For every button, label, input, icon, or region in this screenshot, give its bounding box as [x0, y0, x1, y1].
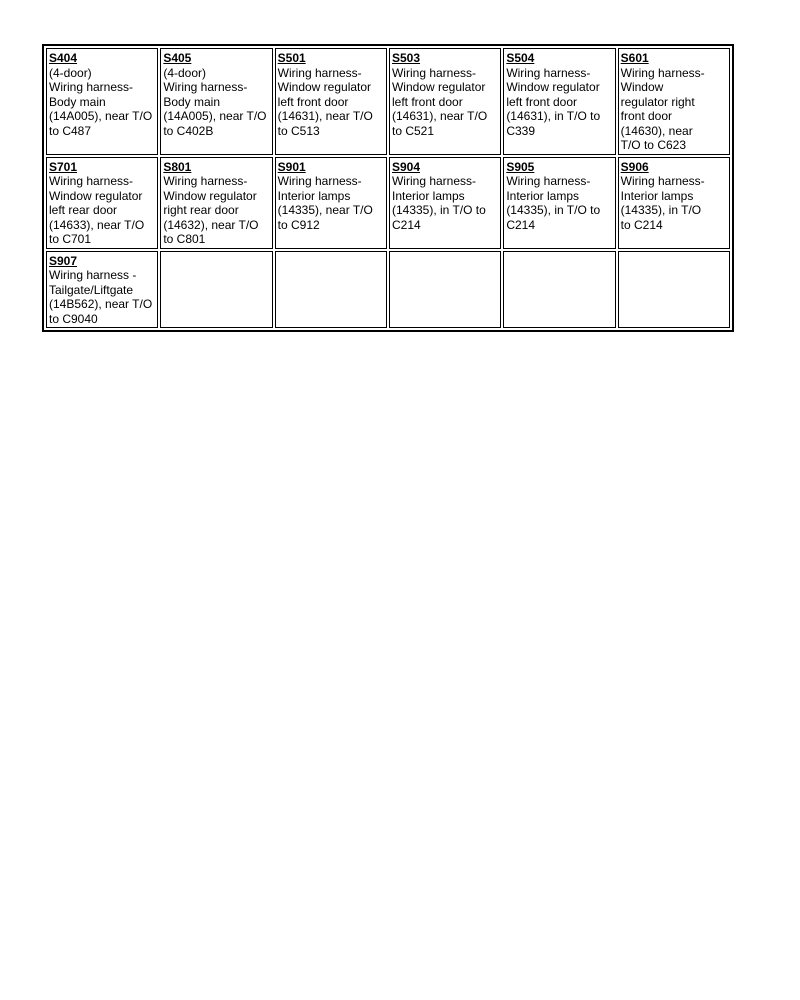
table-cell	[46, 251, 158, 329]
splice-id-link[interactable]: S904	[391, 159, 421, 174]
splice-description: Wiring harness- Window regulator left front door (14631), near T/O to C521	[391, 65, 488, 138]
table-cell	[389, 157, 501, 249]
table-cell	[160, 157, 272, 249]
splice-id-link[interactable]: S503	[391, 51, 421, 65]
splice-id-link[interactable]: S801	[163, 159, 192, 174]
empty-table-cell	[618, 251, 730, 329]
splice-description: Wiring harness- Interior lamps (14335), in T/O to C214	[620, 174, 705, 232]
table-cell	[46, 157, 158, 249]
table-row	[46, 251, 730, 329]
empty-table-cell	[389, 251, 501, 329]
splice-description: Wiring harness- Interior lamps (14335), in T/O to C214	[391, 174, 486, 232]
table-cell	[503, 48, 615, 155]
splice-description: Wiring harness- Window regulator right rear door (14632), near T/O to C801	[163, 174, 259, 246]
table-cell	[503, 157, 615, 249]
table-cell	[618, 48, 730, 155]
table-cell	[618, 157, 730, 249]
splice-id-link[interactable]: S504	[506, 51, 535, 65]
splice-description: (4-door) Wiring harness- Body main (14A005), near T/O to C487	[49, 65, 153, 138]
splice-id-link[interactable]: S601	[620, 51, 649, 65]
splice-description: Wiring harness - Tailgate/Liftgate (14B562), near T/O to C9040	[49, 268, 153, 326]
splice-id-link[interactable]: S907	[49, 253, 78, 268]
splice-id-link[interactable]: S905	[506, 159, 535, 174]
splice-id-link[interactable]: S906	[620, 159, 649, 174]
empty-table-cell	[275, 251, 387, 329]
table-cell	[275, 48, 387, 155]
table-cell	[275, 157, 387, 249]
splice-id-link[interactable]: S405	[163, 51, 192, 65]
empty-table-cell	[160, 251, 272, 329]
splice-description: Wiring harness- Window regulator left front door (14631), near T/O to C513	[277, 65, 373, 138]
splice-description: Wiring harness- Window regulator right front door (14630), near T/O to C623	[620, 65, 705, 152]
splice-id-link[interactable]: S404	[49, 51, 78, 65]
splice-location-table	[42, 44, 734, 332]
splice-description: Wiring harness- Window regulator left front door (14631), in T/O to C339	[506, 65, 601, 138]
splice-id-link[interactable]: S501	[277, 51, 306, 65]
table-cell	[46, 48, 158, 155]
table-row	[46, 48, 730, 155]
table-row	[46, 157, 730, 249]
table-cell	[160, 48, 272, 155]
splice-description: (4-door) Wiring harness- Body main (14A005), near T/O to C402B	[163, 65, 267, 138]
splice-description: Wiring harness- Interior lamps (14335), in T/O to C214	[506, 174, 601, 232]
table-cell	[389, 48, 501, 155]
splice-description: Wiring harness- Window regulator left rear door (14633), near T/O to C701	[49, 174, 145, 246]
splice-id-link[interactable]: S901	[277, 159, 306, 174]
empty-table-cell	[503, 251, 615, 329]
splice-id-link[interactable]: S701	[49, 159, 78, 174]
splice-description: Wiring harness- Interior lamps (14335), near T/O to C912	[277, 174, 373, 232]
